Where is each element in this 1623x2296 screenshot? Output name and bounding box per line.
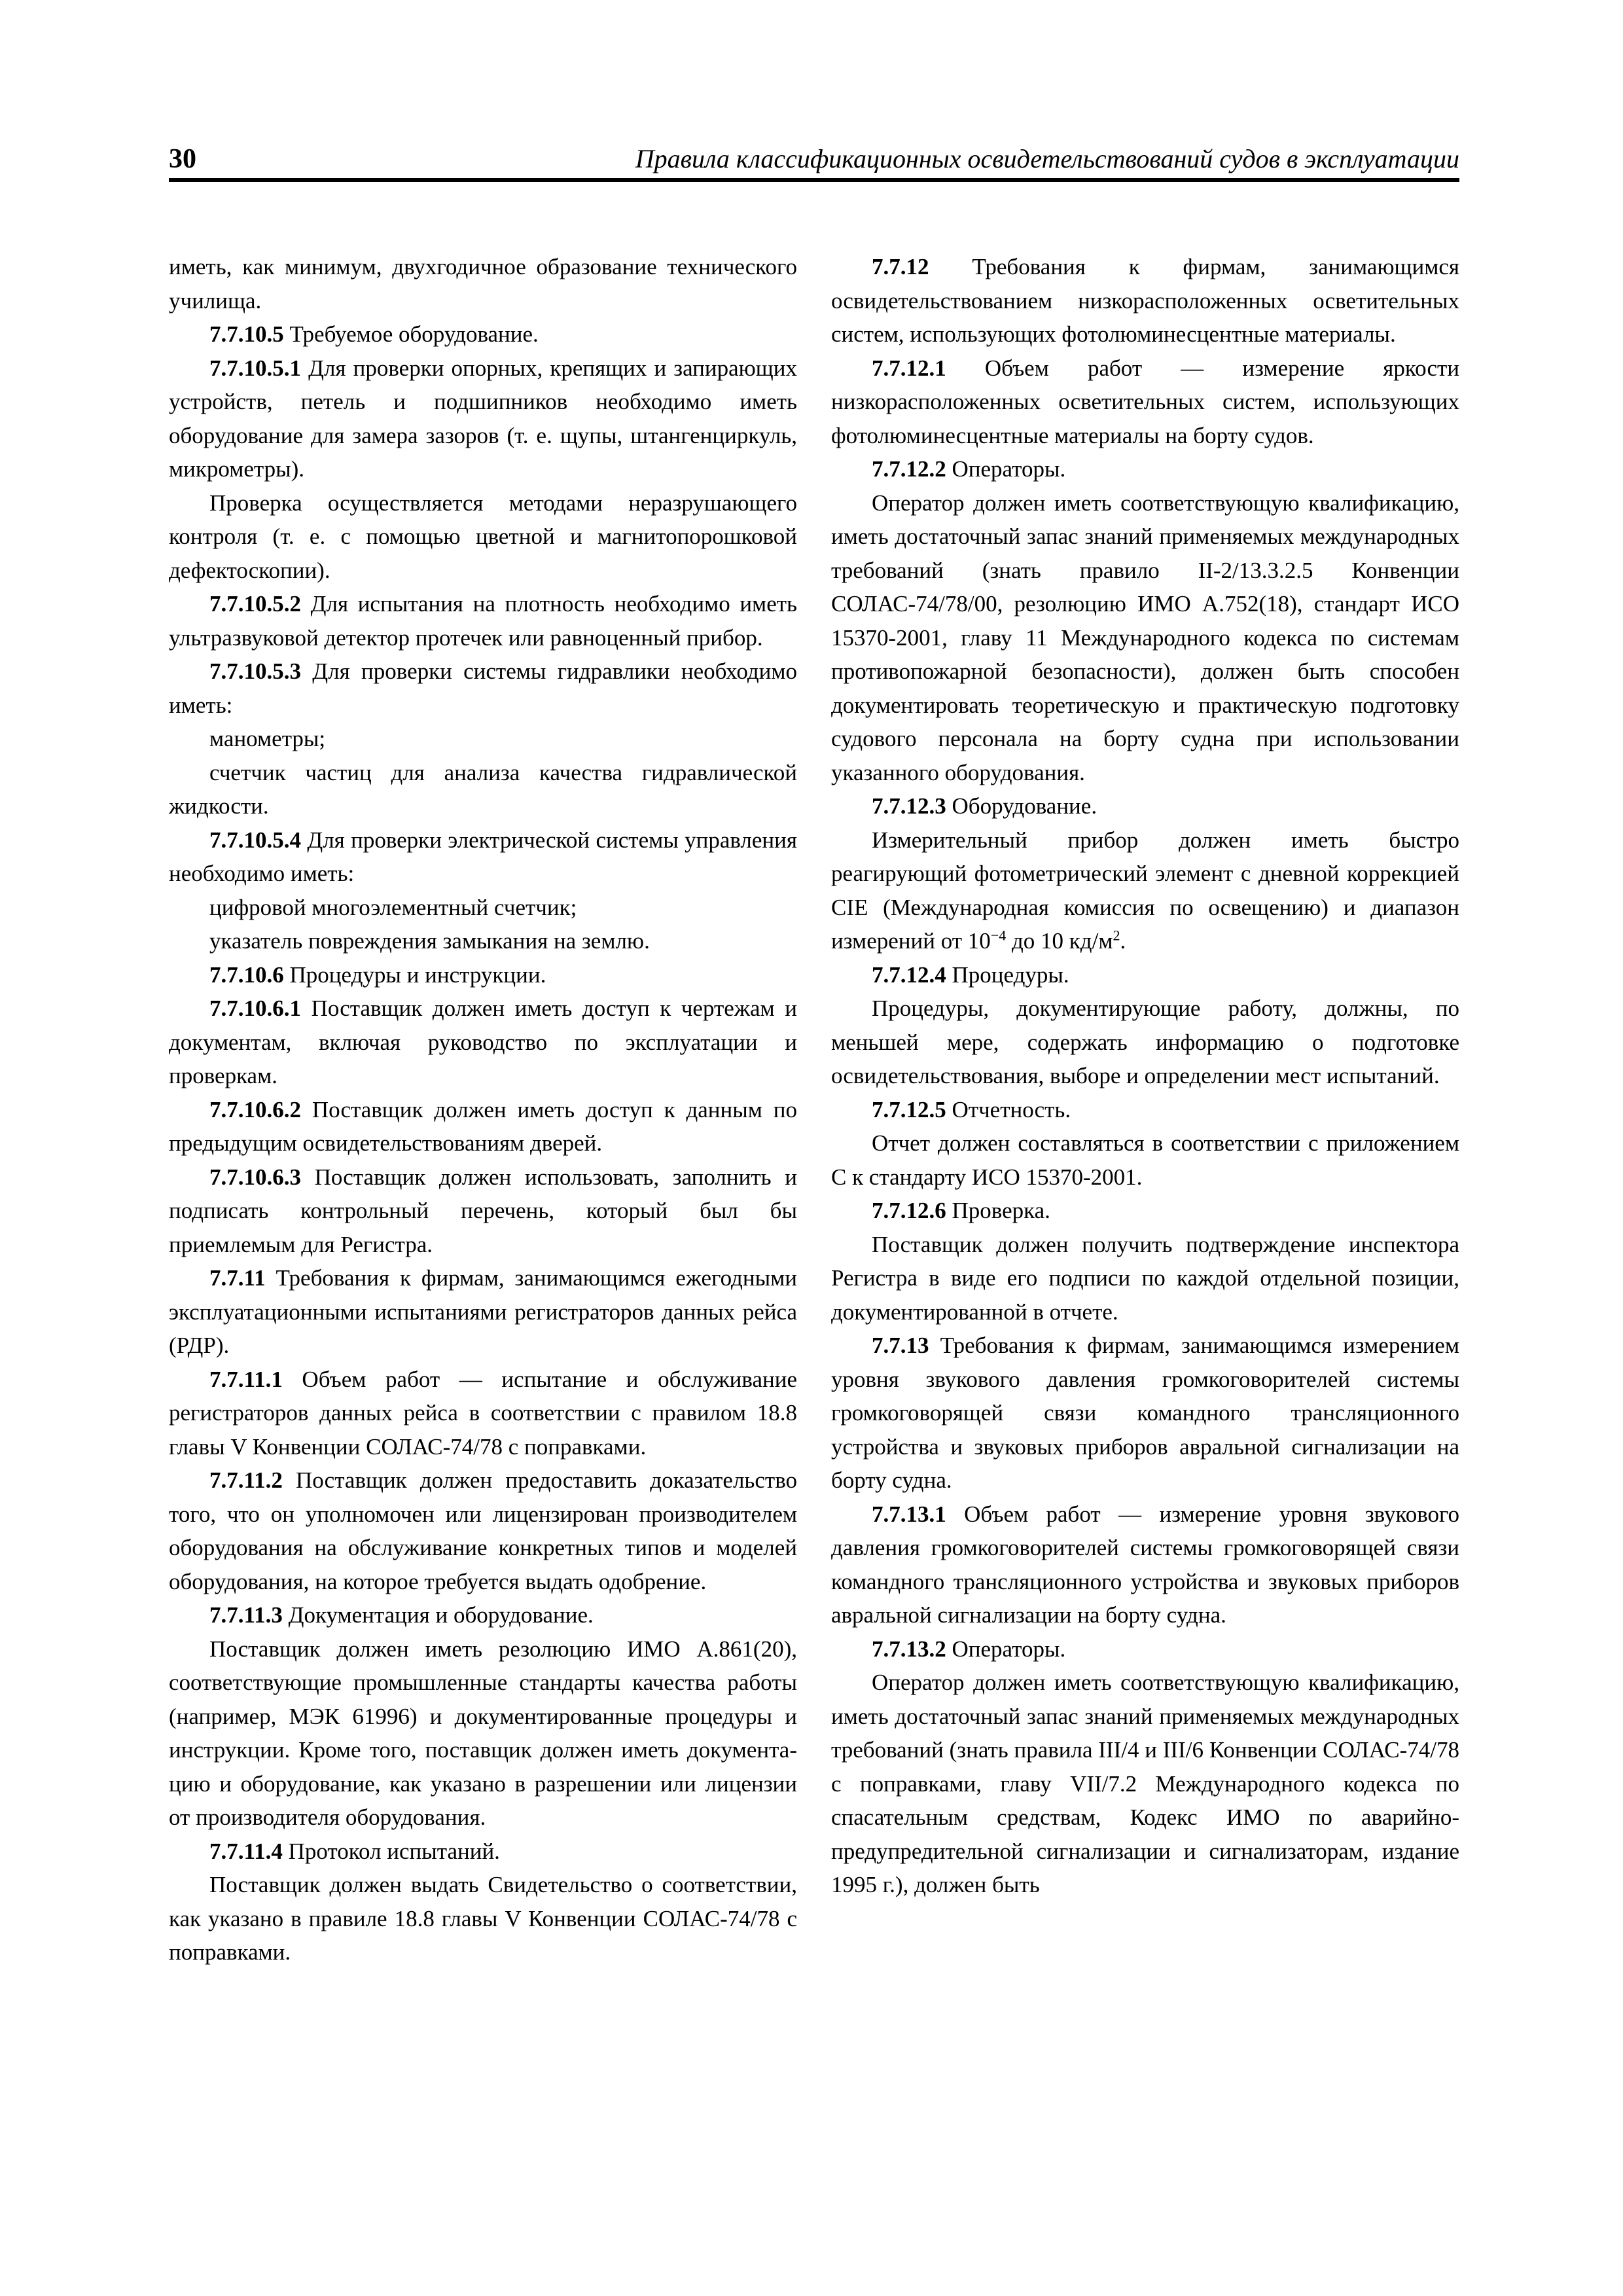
paragraph	[831, 452, 1459, 486]
paragraph-text: Требуемое оборудование.	[283, 321, 539, 347]
paragraph-text: Объем работ — измерение яркости низкорасположенных осветительных систем, использующих фотолюминесцентные материалы на борту судов.	[831, 355, 1459, 448]
section-number: 7.7.12.4	[872, 961, 946, 988]
paragraph-text: .	[1120, 928, 1126, 954]
paragraph	[169, 1363, 797, 1464]
paragraph-text: Отчетность.	[946, 1096, 1071, 1122]
section-number: 7.7.10.5.4	[209, 827, 301, 853]
paragraph	[169, 1598, 797, 1632]
paragraph	[169, 1632, 797, 1835]
section-number: 7.7.12.2	[872, 456, 946, 482]
paragraph	[831, 1498, 1459, 1632]
paragraph-text: Протокол испытаний.	[282, 1838, 500, 1864]
paragraph-text: Отчет должен составляться в соответствии с приложением С к стандарту ИСО 15370-2001.	[831, 1130, 1459, 1190]
paragraph	[169, 924, 797, 958]
paragraph	[169, 891, 797, 925]
paragraph	[831, 1329, 1459, 1498]
paragraph-text: указатель повреждения замыкания на землю.	[209, 928, 650, 954]
section-number: 7.7.10.6.1	[209, 996, 301, 1021]
paragraph-text: Для испытания на плотность необходимо иметь ультразвуковой детектор протечек или равноценный прибор.	[169, 591, 797, 651]
paragraph-text: иметь, как минимум, двухгодичное образование технического училища.	[169, 254, 797, 314]
section-number: 7.7.11.3	[209, 1602, 283, 1628]
page-number: 30	[169, 144, 196, 174]
section-number: 7.7.10.6	[209, 961, 284, 988]
paragraph	[169, 958, 797, 992]
section-number: 7.7.12.3	[872, 793, 946, 819]
section-number: 7.7.13.2	[872, 1636, 946, 1662]
paragraph	[831, 958, 1459, 992]
paragraph	[169, 655, 797, 722]
section-number: 7.7.13	[872, 1333, 929, 1358]
paragraph-text: Требования к фирмам, занимающимся освидетельствованием низкорасположенных осветительных систем, использующих фотолюминесцентные материалы.	[831, 254, 1459, 347]
section-number: 7.7.11.2	[209, 1467, 283, 1493]
right-column	[831, 250, 1459, 1902]
section-number: 7.7.10.5.2	[209, 591, 301, 617]
paragraph-text: Оператор должен иметь соответствующую квалификацию, иметь достаточный запас знаний применяемых международных требований (знать правила III/4 и III/6 Конвенции СОЛАС-74/78 с поправками, главу VII/7.2 Международного кодекса по спасательным средствам, Кодекс ИМО по аварийно-предупредительной сигнализации и сигнализаторам, издание 1995 г.), должен быть	[831, 1670, 1459, 1897]
section-number: 7.7.10.6.3	[209, 1164, 301, 1190]
section-number: 7.7.12.1	[872, 355, 946, 381]
section-number: 7.7.11.1	[209, 1366, 283, 1392]
paragraph	[169, 1463, 797, 1598]
paragraph	[831, 992, 1459, 1093]
paragraph-text: Требования к фирмам, занимающимся измерением уровня звукового давления громкоговорителей системы громкоговорящей связи командного трансляционного устройства и звуковых приборов авральной сигнализации на борту судна.	[831, 1333, 1459, 1493]
paragraph-text: Поставщик должен иметь доступ к чертежам и документам, включая руководство по эксплуатации и проверкам.	[169, 996, 797, 1088]
paragraph	[831, 789, 1459, 823]
paragraph-text: манометры;	[209, 726, 326, 751]
section-number: 7.7.12.5	[872, 1096, 946, 1122]
paragraph	[831, 486, 1459, 790]
paragraph-text: Для проверки электрической системы управления необходимо иметь:	[169, 827, 797, 886]
paragraph-text: цифровой многоэлементный счетчик;	[209, 894, 577, 920]
paragraph	[831, 1228, 1459, 1329]
paragraph	[831, 1194, 1459, 1228]
paragraph-text: Проверка осуществляется методами неразрушающего контроля (т. е. с помощью цветной и магнитопорошковой дефектоскопии).	[169, 490, 797, 583]
paragraph	[169, 1261, 797, 1363]
paragraph-text: Для проверки системы гидравлики необходимо иметь:	[169, 658, 797, 718]
section-number: 7.7.10.5.3	[209, 658, 301, 684]
section-number: 7.7.10.5	[209, 321, 284, 347]
paragraph	[831, 250, 1459, 351]
paragraph-text: счетчик частиц для анализа качества гидравлической жидкости.	[169, 759, 797, 819]
paragraph	[169, 756, 797, 823]
paragraph	[831, 1126, 1459, 1194]
header-rule	[169, 178, 1459, 182]
paragraph-text: Поставщик должен получить подтверждение инспектора Регистра в виде его подписи по каждой отдельной позиции, документированной в отчете.	[831, 1231, 1459, 1325]
paragraph-text: Поставщик должен использовать, заполнить и подписать контрольный перечень, который был бы приемлемым для Регистра.	[169, 1164, 797, 1257]
section-number: 7.7.12	[872, 254, 929, 279]
paragraph-text: Операторы.	[946, 1636, 1066, 1662]
paragraph	[169, 722, 797, 756]
paragraph-text: Объем работ — испытание и обслуживание регистраторов данных рейса в соответствии с правилом 18.8 главы V Конвенции СОЛАС-74/78 с поправками.	[169, 1366, 797, 1460]
paragraph-text: до 10 кд/м	[1006, 928, 1113, 954]
paragraph	[169, 351, 797, 486]
paragraph-text: Требования к фирмам, занимающимся ежегодными эксплуатационными испытаниями регистраторов данных рейса (РДР).	[169, 1265, 797, 1358]
paragraph-text: Для проверки опорных, крепящих и запирающих устройств, петель и подшипников необходимо иметь оборудование для замера зазоров (т. е. щупы, штангенциркуль, микрометры).	[169, 355, 797, 482]
paragraph	[831, 1632, 1459, 1666]
paragraph-text: Поставщик должен иметь доступ к данным по предыдущим освидетельствованиям дверей.	[169, 1096, 797, 1156]
superscript: 2	[1113, 927, 1120, 944]
section-number: 7.7.11	[209, 1265, 266, 1291]
page-header	[169, 143, 1459, 181]
paragraph	[831, 823, 1459, 958]
paragraph	[169, 1160, 797, 1262]
section-number: 7.7.13.1	[872, 1501, 946, 1527]
paragraph	[169, 486, 797, 588]
paragraph-text: Процедуры и инструкции.	[283, 961, 546, 988]
paragraph	[169, 587, 797, 655]
paragraph	[169, 1868, 797, 1969]
running-title: Правила классификационных освидетельствований судов в эксплуатации	[635, 144, 1459, 173]
paragraph-text: Поставщик должен иметь резолюцию ИМО А.861(20), соответствующие промышленные стандарты качества работы (например, МЭК 61996) и документированные процедуры и инструкции. Кроме того, поставщик должен иметь документа-цию и оборудование, как указано в разрешении или лицензии от производителя оборудования.	[169, 1636, 797, 1830]
paragraph	[169, 317, 797, 351]
paragraph-text: Поставщик должен предоставить доказательство того, что он уполномочен или лицензирован производителем оборудования на обслуживание конкретных типов и моделей оборудования, на которое требуется выдать одобрение.	[169, 1467, 797, 1594]
paragraph-text: Оборудование.	[946, 793, 1097, 819]
paragraph-text: Измерительный прибор должен иметь быстро реагирующий фотометрический элемент с дневной коррекцией CIE (Международная комиссия по освещению) и диапазон измерений от 10	[831, 827, 1459, 954]
paragraph	[169, 992, 797, 1093]
paragraph-text: Объем работ — измерение уровня звукового давления громкоговорителей системы громкоговорящей связи командного трансляционного устройства и звуковых приборов авральной сигнализации на борту судна.	[831, 1501, 1459, 1628]
paragraph-text: Операторы.	[946, 456, 1066, 482]
paragraph	[831, 1666, 1459, 1902]
paragraph-text: Проверка.	[946, 1198, 1050, 1223]
paragraph	[831, 1093, 1459, 1127]
paragraph-text: Процедуры, документирующие работу, должны, по меньшей мере, содержать информацию о подготовке освидетельствования, выборе и определении мест испытаний.	[831, 996, 1459, 1088]
section-number: 7.7.10.6.2	[209, 1096, 301, 1122]
paragraph	[169, 823, 797, 891]
superscript: −4	[990, 927, 1007, 944]
left-column	[169, 250, 797, 1969]
section-number: 7.7.11.4	[209, 1838, 283, 1864]
section-number: 7.7.10.5.1	[209, 355, 301, 381]
paragraph-text: Процедуры.	[946, 961, 1069, 988]
section-number: 7.7.12.6	[872, 1198, 946, 1223]
paragraph	[169, 250, 797, 317]
paragraph	[169, 1093, 797, 1160]
paragraph-text: Оператор должен иметь соответствующую квалификацию, иметь достаточный запас знаний применяемых международных требований (знать правило II-2/13.3.2.5 Конвенции СОЛАС-74/78/00, резолюцию ИМО А.752(18), стандарт ИСО 15370-2001, главу 11 Международного кодекса по системам противопожарной безопасности), должен быть способен документировать теоретическую и практическую подготовку судового персонала на борту судна при использовании указанного оборудования.	[831, 490, 1459, 785]
paragraph	[831, 351, 1459, 453]
paragraph-text: Документация и оборудование.	[282, 1602, 594, 1628]
paragraph-text: Поставщик должен выдать Свидетельство о соответствии, как указано в правиле 18.8 главы V Конвенции СОЛАС-74/78 с поправками.	[169, 1872, 797, 1965]
paragraph	[169, 1835, 797, 1869]
